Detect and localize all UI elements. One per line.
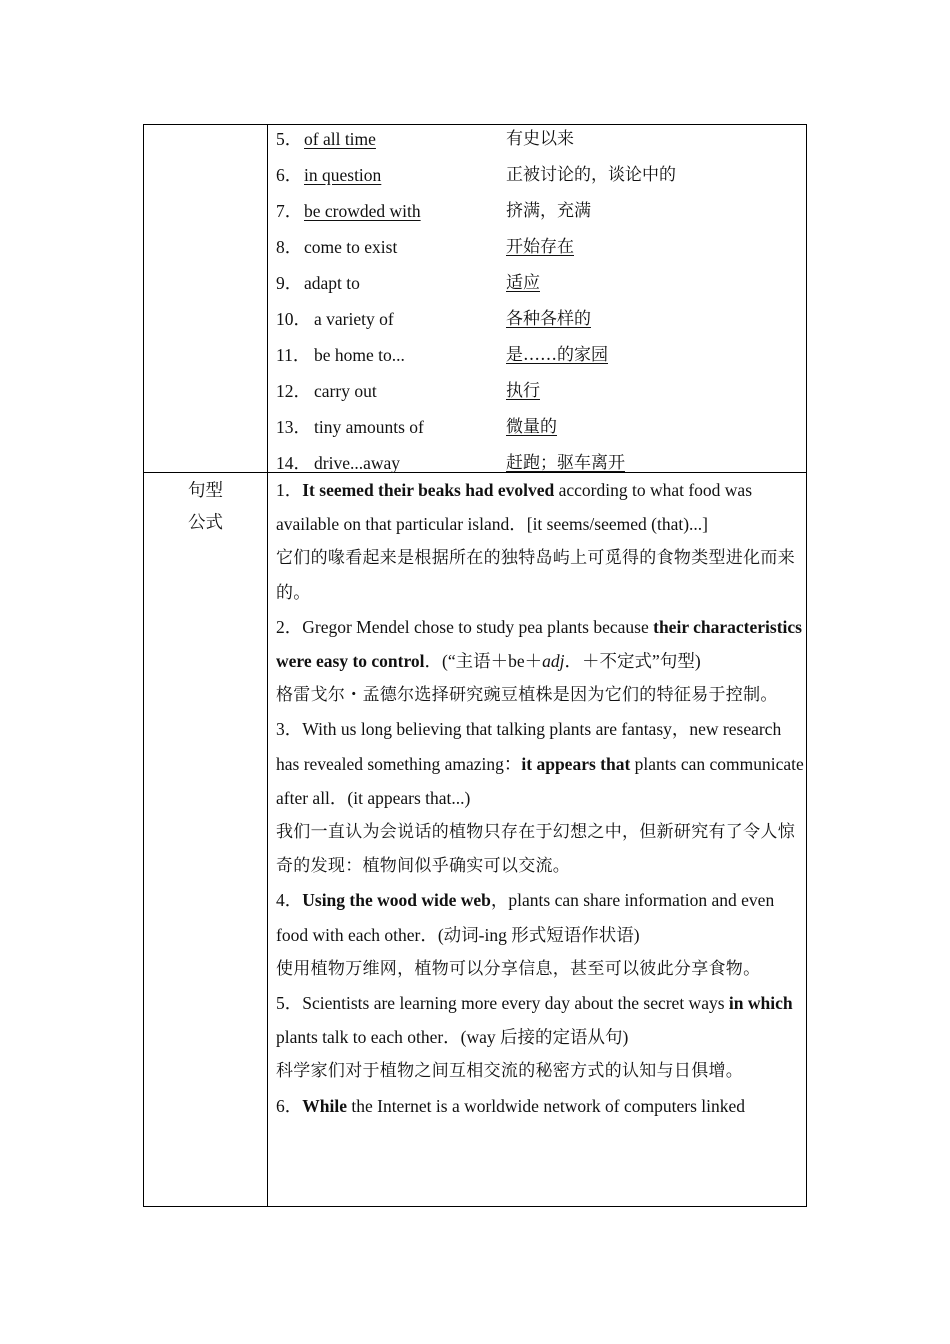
phrase-row <box>276 233 796 269</box>
sentence-5-translation: 科学家们对于植物之间互相交流的秘密方式的认知与日俱增。 <box>276 1061 744 1082</box>
column-divider <box>267 125 268 1206</box>
phrase-english: of all time <box>304 129 376 149</box>
phrase-number: 13． <box>276 417 311 437</box>
phrase-number: 8． <box>276 237 303 257</box>
phrase-number: 6． <box>276 165 303 185</box>
phrase-english: in question <box>304 165 382 185</box>
phrase-row <box>276 197 796 233</box>
phrase-english: carry out <box>314 381 377 401</box>
phrase-row <box>276 413 796 449</box>
phrase-chinese: 是……的家园 <box>506 345 608 365</box>
sentence-2: 2．Gregor Mendel chose to study pea plants because their characteristics were easy to control．(“主语＋be＋adj．＋不定式”句型) <box>276 616 802 672</box>
phrase-chinese: 有史以来 <box>506 129 574 149</box>
phrase-list <box>276 125 796 485</box>
phrase-number: 11． <box>276 345 311 365</box>
phrase-chinese: 微量的 <box>506 417 557 437</box>
sentence-1: 1．It seemed their beaks had evolved according to what food was available on that particular island．[it seems/seemed (that)...] <box>276 480 753 535</box>
phrase-chinese: 适应 <box>506 273 540 293</box>
phrase-number: 14． <box>276 453 311 473</box>
section-label <box>144 475 267 539</box>
phrase-chinese: 各种各样的 <box>506 309 591 329</box>
sentence-1-translation: 它们的喙看起来是根据所在的独特岛屿上可觅得的食物类型进化而来的。 <box>276 548 795 603</box>
section-label-line1: 句型 <box>188 481 223 501</box>
vocabulary-table <box>143 124 807 1207</box>
phrase-row <box>276 161 796 197</box>
phrase-english: be home to... <box>314 345 405 365</box>
phrase-english: adapt to <box>304 273 360 293</box>
phrase-chinese: 正被讨论的，谈论中的 <box>506 165 676 185</box>
phrase-number: 12． <box>276 381 311 401</box>
sentence-3-translation: 我们一直认为会说话的植物只存在于幻想之中，但新研究有了令人惊奇的发现：植物间似乎确实可以交流。 <box>276 822 795 877</box>
sentence-3: 3．With us long believing that talking plants are fantasy，new research has revealed something amazing：it appears that plants can communicate after all．(it appears that...) <box>276 719 804 808</box>
phrase-english: drive...away <box>314 453 401 473</box>
phrase-english: a variety of <box>314 309 394 329</box>
sentence-2-translation: 格雷戈尔・孟德尔选择研究豌豆植株是因为它们的特征易于控制。 <box>276 685 778 706</box>
section-label-line2: 公式 <box>188 513 223 533</box>
phrase-number: 9． <box>276 273 303 293</box>
phrase-chinese: 挤满，充满 <box>506 201 591 221</box>
phrase-chinese: 赶跑；驱车离开 <box>506 453 625 473</box>
phrase-english: tiny amounts of <box>314 417 424 437</box>
phrase-row <box>276 341 796 377</box>
phrase-number: 10． <box>276 309 311 329</box>
phrase-number: 5． <box>276 129 303 149</box>
phrase-row <box>276 269 796 305</box>
sentence-6: 6．While the Internet is a worldwide network of computers linked <box>276 1095 745 1116</box>
sentence-4-translation: 使用植物万维网，植物可以分享信息，甚至可以彼此分享食物。 <box>276 958 761 979</box>
phrase-english: come to exist <box>304 237 398 257</box>
phrase-row <box>276 377 796 413</box>
phrase-number: 7． <box>276 201 303 221</box>
sentence-4: 4．Using the wood wide web，plants can share information and even food with each other．(动词-ing 形式短语作状语) <box>276 890 775 945</box>
phrase-chinese: 开始存在 <box>506 237 574 257</box>
phrase-row <box>276 305 796 341</box>
sentence-5: 5．Scientists are learning more every day about the secret ways in which plants talk to each other．(way 后接的定语从句) <box>276 993 793 1048</box>
sentence-patterns <box>276 473 804 1123</box>
phrase-chinese: 执行 <box>506 381 540 401</box>
phrase-row <box>276 125 796 161</box>
phrase-english: be crowded with <box>304 201 421 221</box>
